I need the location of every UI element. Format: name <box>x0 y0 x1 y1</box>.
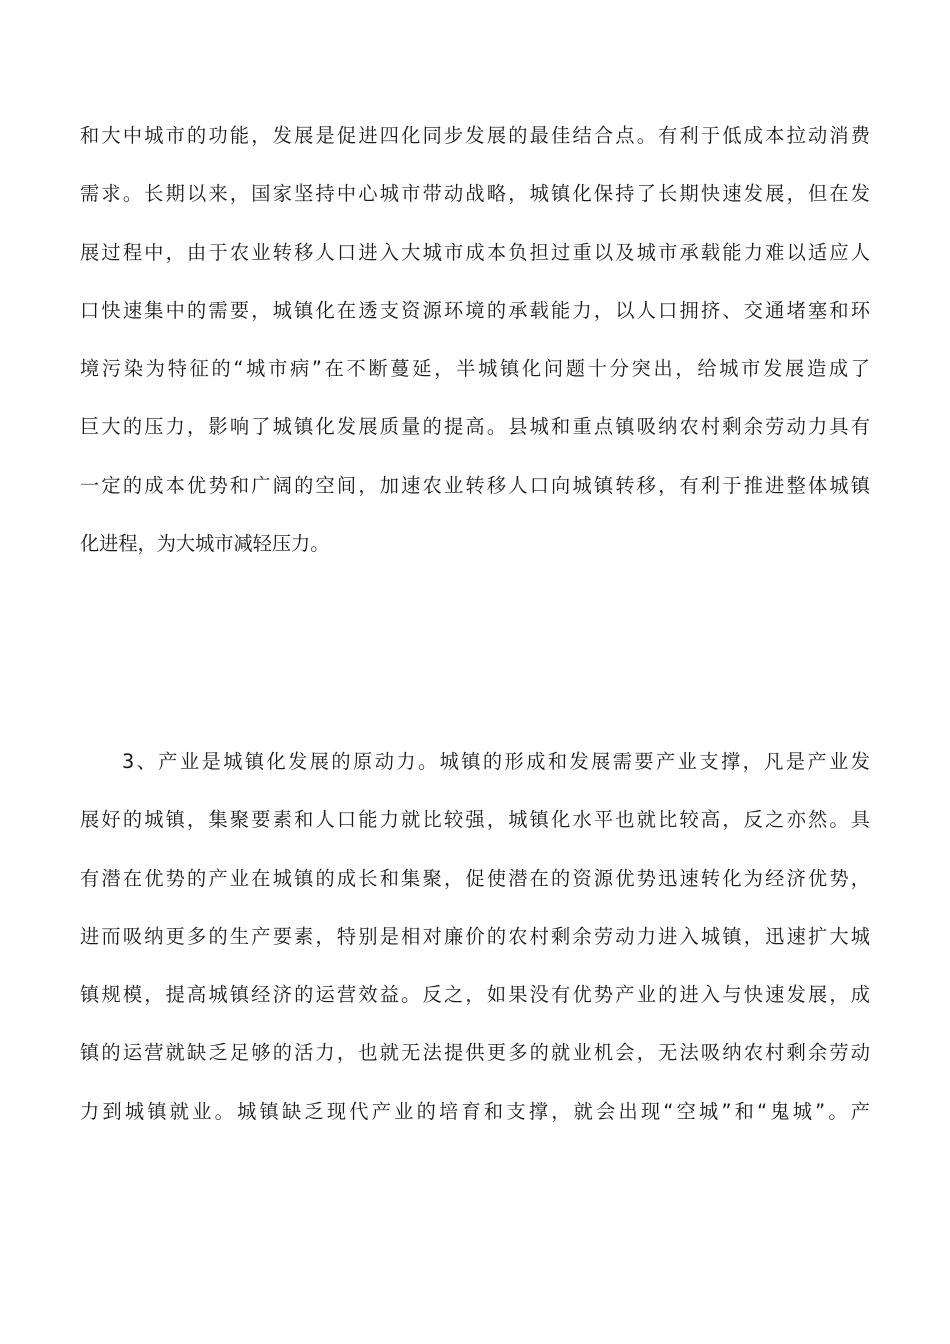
text-line: 3、产业是城镇化发展的原动力。城镇的形成和发展需要产业支撑，凡是产业发 <box>122 750 870 773</box>
text-line: 展过程中，由于农业转移人口进入大城市成本负担过重以及城市承载能力难以适应人 <box>80 240 870 264</box>
text-line: 化进程，为大城市减轻压力。 <box>80 532 330 556</box>
paragraph-urbanization-pressure <box>80 107 870 573</box>
text-line: 一定的成本优势和广阔的空间，加速农业转移人口向城镇转移，有利于推进整体城镇 <box>80 473 870 497</box>
text-line: 力到城镇就业。城镇缺乏现代产业的培育和支撑，就会出现“空城”和“鬼城”。产 <box>80 1099 870 1123</box>
text-line: 巨大的压力，影响了城镇化发展质量的提高。县城和重点镇吸纳农村剩余劳动力具有 <box>80 415 870 439</box>
text-line: 进而吸纳更多的生产要素，特别是相对廉价的农村剩余劳动力进入城镇，迅速扩大城 <box>80 924 870 948</box>
text-line: 有潜在优势的产业在城镇的成长和集聚，促使潜在的资源优势迅速转化为经济优势， <box>80 866 870 890</box>
paragraph-industry-driving-force <box>80 733 870 1141</box>
text-line: 需求。长期以来，国家坚持中心城市带动战略，城镇化保持了长期快速发展，但在发 <box>80 182 870 206</box>
text-line: 和大中城市的功能，发展是促进四化同步发展的最佳结合点。有利于低成本拉动消费 <box>80 124 870 147</box>
text-line: 口快速集中的需要，城镇化在透支资源环境的承载能力，以人口拥挤、交通堵塞和环 <box>80 298 870 322</box>
text-line: 展好的城镇，集聚要素和人口能力就比较强，城镇化水平也就比较高，反之亦然。具 <box>80 808 870 832</box>
text-line: 境污染为特征的“城市病”在不断蔓延，半城镇化问题十分突出，给城市发展造成了 <box>80 357 870 381</box>
text-line: 镇规模，提高城镇经济的运营效益。反之，如果没有优势产业的进入与快速发展，成 <box>80 983 870 1007</box>
text-line: 镇的运营就缺乏足够的活力，也就无法提供更多的就业机会，无法吸纳农村剩余劳动 <box>80 1041 870 1065</box>
